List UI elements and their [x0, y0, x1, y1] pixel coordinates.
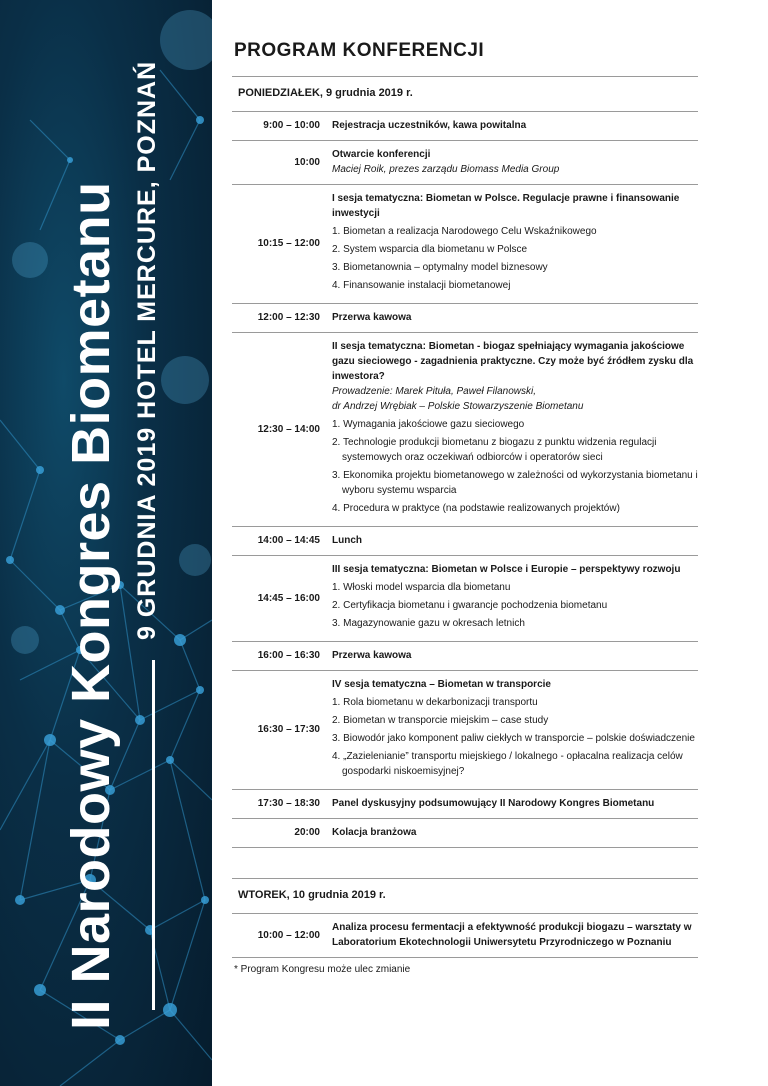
row-time: 12:00 – 12:30 — [257, 312, 320, 323]
row-time: 10:15 – 12:00 — [257, 238, 320, 249]
row-title: Przerwa kawowa — [332, 650, 412, 661]
schedule-row — [232, 303, 698, 332]
row-time: 20:00 — [294, 827, 320, 838]
schedule-row — [232, 555, 698, 641]
list-item: 1. Włoski model wsparcia dla biometanu — [332, 582, 511, 593]
list-item: 4. Procedura w praktyce (na podstawie realizowanych projektów) — [332, 503, 620, 514]
row-time: 17:30 – 18:30 — [257, 798, 320, 809]
list-item: 3. Ekonomika projektu biometanowego w zależności od wykorzystania biometanu i wyboru systemu wsparcia — [332, 470, 698, 496]
row-time: 16:00 – 16:30 — [257, 650, 320, 661]
row-note: dr Andrzej Wrębiak – Polskie Stowarzyszenie Biometanu — [332, 401, 584, 412]
banner-subtitle: 9 GRUDNIA 2019 HOTEL MERCURE, POZNAŃ — [133, 60, 161, 640]
list-item: 3. Biometanownia – optymalny model biznesowy — [332, 262, 548, 273]
list-item: 2. System wsparcia dla biometanu w Polsce — [332, 244, 528, 255]
schedule-row — [232, 332, 698, 526]
program-title: PROGRAM KONFERENCJI — [234, 40, 485, 61]
row-time: 14:45 – 16:00 — [257, 592, 320, 604]
row-title: Lunch — [332, 535, 362, 546]
row-note: Prowadzenie: Marek Pituła, Paweł Filanowski, — [332, 386, 536, 397]
banner-title: II Narodowy Kongres Biometanu — [61, 181, 121, 1030]
list-item: 2. Biometan w transporcie miejskim – case study — [332, 715, 549, 726]
side-banner — [0, 0, 212, 1086]
list-item: 4. „Zazielenianie” transportu miejskiego / lokalnego - opłacalna realizacja celów gospodarki niskoemisyjnej? — [332, 751, 683, 777]
list-item: 3. Magazynowanie gazu w okresach letnich — [332, 618, 525, 629]
day-label-monday: PONIEDZIAŁEK, 9 grudnia 2019 r. — [238, 87, 413, 99]
list-item: 2. Certyfikacja biometanu i gwarancje pochodzenia biometanu — [332, 600, 608, 611]
footnote: * Program Kongresu może ulec zmianie — [234, 964, 411, 975]
row-title: II sesja tematyczna: Biometan - biogaz spełniający wymagania jakościowe gazu sieciowego - zagadnienia praktyczne. Czy może być źródłem zysku dla inwestora? — [332, 341, 694, 382]
row-time: 14:00 – 14:45 — [257, 535, 320, 546]
schedule-row — [232, 641, 698, 670]
schedule-row — [232, 526, 698, 555]
row-title: Otwarcie konferencji — [332, 149, 431, 160]
schedule-row — [232, 670, 698, 789]
row-time: 9:00 – 10:00 — [263, 120, 320, 131]
list-item: 1. Wymagania jakościowe gazu sieciowego — [332, 419, 525, 430]
row-note: Maciej Roik, prezes zarządu Biomass Media Group — [332, 164, 560, 175]
row-title: Panel dyskusyjny podsumowujący II Narodowy Kongres Biometanu — [332, 798, 655, 809]
schedule-row — [232, 789, 698, 818]
schedule-row — [232, 818, 698, 847]
program — [232, 40, 698, 975]
list-item: 4. Finansowanie instalacji biometanowej — [332, 280, 511, 291]
row-time: 10:00 — [294, 156, 320, 168]
row-title: Rejestracja uczestników, kawa powitalna — [332, 120, 527, 131]
day-label-tuesday: WTOREK, 10 grudnia 2019 r. — [238, 889, 386, 901]
divider — [232, 957, 698, 958]
row-title: Kolacja branżowa — [332, 827, 417, 838]
banner-divider — [152, 660, 155, 1010]
row-title: Analiza procesu fermentacji a efektywność produkcji biogazu – warsztaty w Laboratorium Ekotechnologii Uniwersytetu Przyrodniczego w Poznaniu — [332, 922, 692, 948]
list-item: 1. Biometan a realizacja Narodowego Celu Wskaźnikowego — [332, 226, 597, 237]
schedule-row — [232, 913, 698, 957]
row-time: 10:00 – 12:00 — [257, 929, 320, 941]
row-title: III sesja tematyczna: Biometan w Polsce i Europie – perspektywy rozwoju — [332, 564, 681, 575]
list-item: 3. Biowodór jako komponent paliw ciekłych w transporcie – polskie doświadczenie — [332, 733, 695, 744]
row-title: Przerwa kawowa — [332, 312, 412, 323]
schedule-row — [232, 140, 698, 184]
row-title: I sesja tematyczna: Biometan w Polsce. Regulacje prawne i finansowanie inwestycji — [332, 193, 680, 219]
schedule-row — [232, 111, 698, 140]
list-item: 1. Rola biometanu w dekarbonizacji transportu — [332, 697, 538, 708]
row-title: IV sesja tematyczna – Biometan w transporcie — [332, 679, 551, 690]
list-item: 2. Technologie produkcji biometanu z biogazu z punktu widzenia regulacji systemowych oraz oczekiwań odbiorców i operatorów sieci — [332, 437, 657, 463]
row-time: 12:30 – 14:00 — [257, 423, 320, 435]
row-time: 16:30 – 17:30 — [257, 724, 320, 735]
schedule-row — [232, 184, 698, 303]
